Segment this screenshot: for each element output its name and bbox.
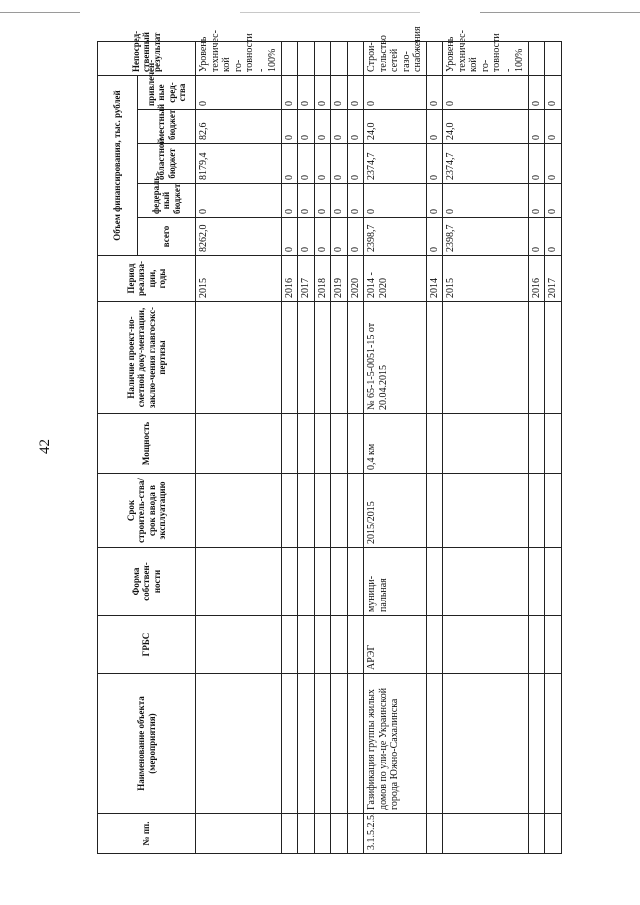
table-cell-name bbox=[426, 674, 443, 814]
table-cell-ownership bbox=[443, 548, 529, 616]
table-cell-federal: 0 bbox=[528, 184, 545, 218]
table-cell-docs bbox=[314, 302, 331, 414]
table-cell-result bbox=[314, 41, 331, 75]
table-cell-capacity bbox=[298, 414, 315, 474]
table-row bbox=[443, 41, 529, 853]
table-cell-capacity bbox=[196, 414, 282, 474]
table-cell-result: Уровень техничес-кой го-товности - 100% bbox=[196, 41, 282, 75]
table-cell-attracted: 0 bbox=[314, 75, 331, 109]
table-cell-result bbox=[298, 41, 315, 75]
table-cell-ownership bbox=[347, 548, 364, 616]
table-cell-attracted: 0 bbox=[281, 75, 298, 109]
table-cell-docs bbox=[196, 302, 282, 414]
header-construction-term: Срок строитель-ства/срок ввода в эксплуатацию bbox=[98, 474, 196, 548]
table-cell-capacity bbox=[331, 414, 348, 474]
table-cell-capacity bbox=[443, 414, 529, 474]
header-period: Период реализа-ции, годы bbox=[98, 256, 196, 302]
header-attracted: привлечен-ные сред-ства bbox=[138, 75, 196, 109]
table-cell-period: 2018 bbox=[314, 256, 331, 302]
table-cell-ownership bbox=[281, 548, 298, 616]
table-cell-local: 0 bbox=[298, 110, 315, 144]
table-cell-total: 8262,0 bbox=[196, 218, 282, 256]
table-cell-period: 2014 bbox=[426, 256, 443, 302]
header-capacity: Мощность bbox=[98, 414, 196, 474]
table-row bbox=[196, 41, 282, 853]
table-cell-term bbox=[331, 474, 348, 548]
table-cell-term bbox=[443, 474, 529, 548]
table-cell-docs bbox=[426, 302, 443, 414]
table-cell-name bbox=[347, 674, 364, 814]
table-cell-grbs bbox=[314, 616, 331, 674]
table-row bbox=[298, 41, 315, 853]
header-name: Наименование объекта (мероприятия) bbox=[98, 674, 196, 814]
table-cell-regional: 0 bbox=[545, 144, 562, 184]
table-cell-grbs bbox=[443, 616, 529, 674]
table-cell-num bbox=[314, 814, 331, 854]
table-cell-local: 24,0 bbox=[443, 110, 529, 144]
table-cell-federal: 0 bbox=[314, 184, 331, 218]
table-cell-attracted: 0 bbox=[331, 75, 348, 109]
table-row bbox=[281, 41, 298, 853]
table-cell-regional: 8179,4 bbox=[196, 144, 282, 184]
table-cell-num: 3.1.5.2.5. bbox=[364, 814, 427, 854]
header-federal: федераль-ный бюджет bbox=[138, 184, 196, 218]
table-cell-regional: 0 bbox=[331, 144, 348, 184]
table-cell-num bbox=[443, 814, 529, 854]
table-cell-ownership bbox=[331, 548, 348, 616]
table-cell-total: 2398,7 bbox=[364, 218, 427, 256]
table-cell-period: 2017 bbox=[545, 256, 562, 302]
table-cell-name bbox=[281, 674, 298, 814]
table-cell-local: 0 bbox=[331, 110, 348, 144]
table-cell-name: Газификация группы жилых домов по ули-це Украинской города Южно-Сахалинска bbox=[364, 674, 427, 814]
table-cell-total: 0 bbox=[331, 218, 348, 256]
scan-top-line-mid bbox=[240, 12, 420, 13]
table-cell-docs: № 65-1-5-0051-15 от 20.04.2015 bbox=[364, 302, 427, 414]
rotated-table-region bbox=[97, 26, 558, 854]
table-cell-result bbox=[545, 41, 562, 75]
table-cell-term bbox=[196, 474, 282, 548]
funding-table bbox=[97, 26, 562, 854]
table-cell-term bbox=[314, 474, 331, 548]
page-number: 42 bbox=[37, 439, 53, 454]
table-cell-result: Строи-тельство сетей газо-снабжения bbox=[364, 41, 427, 75]
table-cell-attracted: 0 bbox=[426, 75, 443, 109]
table-cell-local: 0 bbox=[528, 110, 545, 144]
table-cell-term: 2015/2015 bbox=[364, 474, 427, 548]
table-row bbox=[426, 41, 443, 853]
table-cell-docs bbox=[281, 302, 298, 414]
table-cell-term bbox=[528, 474, 545, 548]
table-cell-period: 2016 bbox=[281, 256, 298, 302]
table-cell-regional: 2374,7 bbox=[443, 144, 529, 184]
table-cell-federal: 0 bbox=[331, 184, 348, 218]
table-cell-total: 2398,7 bbox=[443, 218, 529, 256]
table-cell-result bbox=[347, 41, 364, 75]
table-cell-local: 0 bbox=[314, 110, 331, 144]
table-cell-capacity: 0,4 км bbox=[364, 414, 427, 474]
table-cell-capacity bbox=[281, 414, 298, 474]
table-cell-docs bbox=[443, 302, 529, 414]
table-cell-name bbox=[298, 674, 315, 814]
table-cell-num bbox=[196, 814, 282, 854]
table-cell-local: 0 bbox=[281, 110, 298, 144]
table-row bbox=[331, 41, 348, 853]
table-cell-attracted: 0 bbox=[347, 75, 364, 109]
scan-top-line-right bbox=[480, 12, 640, 13]
table-cell-ownership bbox=[298, 548, 315, 616]
table-row bbox=[314, 41, 331, 853]
table-cell-term bbox=[426, 474, 443, 548]
table-cell-total: 0 bbox=[347, 218, 364, 256]
table-cell-total: 0 bbox=[298, 218, 315, 256]
table-cell-local: 0 bbox=[426, 110, 443, 144]
table-cell-attracted: 0 bbox=[364, 75, 427, 109]
table-cell-docs bbox=[347, 302, 364, 414]
table-cell-grbs bbox=[347, 616, 364, 674]
table-cell-regional: 0 bbox=[281, 144, 298, 184]
table-cell-local: 0 bbox=[347, 110, 364, 144]
table-cell-local: 0 bbox=[545, 110, 562, 144]
header-docs: Наличие проект-но-сметной доку-ментации, заклю-чения главгосэкс-пертизы bbox=[98, 302, 196, 414]
table-row bbox=[545, 41, 562, 853]
table-cell-total: 0 bbox=[528, 218, 545, 256]
table-cell-capacity bbox=[314, 414, 331, 474]
scan-top-line-left bbox=[0, 12, 80, 13]
table-cell-grbs bbox=[298, 616, 315, 674]
table-cell-federal: 0 bbox=[298, 184, 315, 218]
table-cell-docs bbox=[298, 302, 315, 414]
table-cell-term bbox=[281, 474, 298, 548]
table-cell-period: 2014 - 2020 bbox=[364, 256, 427, 302]
table-cell-grbs bbox=[426, 616, 443, 674]
header-grbs: ГРБС bbox=[98, 616, 196, 674]
header-funding-group: Объем финансирования, тыс. рублей bbox=[98, 75, 138, 255]
table-body bbox=[196, 26, 562, 853]
table-cell-result bbox=[331, 41, 348, 75]
table-cell-name bbox=[528, 674, 545, 814]
header-num: № пп. bbox=[98, 814, 196, 854]
table-cell-regional: 0 bbox=[528, 144, 545, 184]
table-cell-name bbox=[196, 674, 282, 814]
table-cell-num bbox=[281, 814, 298, 854]
table-row bbox=[347, 41, 364, 853]
table-row bbox=[364, 41, 427, 853]
table-cell-num bbox=[426, 814, 443, 854]
table-cell-num bbox=[347, 814, 364, 854]
table-cell-federal: 0 bbox=[443, 184, 529, 218]
table-cell-ownership bbox=[528, 548, 545, 616]
table-cell-ownership bbox=[196, 548, 282, 616]
table-cell-grbs bbox=[331, 616, 348, 674]
table-cell-capacity bbox=[347, 414, 364, 474]
table-cell-result: Уровень техничес-кой го-товности - 100% bbox=[443, 41, 529, 75]
table-row bbox=[528, 41, 545, 853]
table-cell-federal: 0 bbox=[364, 184, 427, 218]
table-cell-num bbox=[331, 814, 348, 854]
table-cell-term bbox=[298, 474, 315, 548]
header-ownership: Форма собствен-ности bbox=[98, 548, 196, 616]
header-local: местный бюджет bbox=[138, 110, 196, 144]
table-cell-federal: 0 bbox=[196, 184, 282, 218]
table-cell-grbs bbox=[281, 616, 298, 674]
table-cell-federal: 0 bbox=[281, 184, 298, 218]
table-cell-regional: 0 bbox=[347, 144, 364, 184]
table-cell-grbs: АРЭГ bbox=[364, 616, 427, 674]
table-cell-federal: 0 bbox=[426, 184, 443, 218]
table-cell-term bbox=[545, 474, 562, 548]
table-cell-capacity bbox=[426, 414, 443, 474]
table-cell-docs bbox=[545, 302, 562, 414]
table-cell-docs bbox=[528, 302, 545, 414]
table-cell-attracted: 0 bbox=[545, 75, 562, 109]
table-cell-num bbox=[528, 814, 545, 854]
table-cell-regional: 0 bbox=[298, 144, 315, 184]
table-cell-ownership bbox=[314, 548, 331, 616]
table-cell-ownership: муници-пальная bbox=[364, 548, 427, 616]
table-cell-period: 2015 bbox=[443, 256, 529, 302]
table-cell-local: 82,6 bbox=[196, 110, 282, 144]
table-cell-name bbox=[443, 674, 529, 814]
table-cell-attracted: 0 bbox=[443, 75, 529, 109]
table-cell-grbs bbox=[528, 616, 545, 674]
table-cell-total: 0 bbox=[314, 218, 331, 256]
table-cell-regional: 2374,7 bbox=[364, 144, 427, 184]
table-cell-period: 2017 bbox=[298, 256, 315, 302]
table-cell-attracted: 0 bbox=[528, 75, 545, 109]
table-cell-attracted: 0 bbox=[298, 75, 315, 109]
table-cell-result bbox=[426, 41, 443, 75]
table-cell-local: 24,0 bbox=[364, 110, 427, 144]
table-cell-name bbox=[314, 674, 331, 814]
table-cell-regional: 0 bbox=[314, 144, 331, 184]
table-cell-federal: 0 bbox=[545, 184, 562, 218]
table-cell-term bbox=[347, 474, 364, 548]
table-cell-period: 2015 bbox=[196, 256, 282, 302]
table-cell-num bbox=[298, 814, 315, 854]
table-cell-total: 0 bbox=[545, 218, 562, 256]
header-regional: областной бюджет bbox=[138, 144, 196, 184]
table-cell-num bbox=[545, 814, 562, 854]
table-cell-attracted: 0 bbox=[196, 75, 282, 109]
table-cell-total: 0 bbox=[426, 218, 443, 256]
table-cell-total: 0 bbox=[281, 218, 298, 256]
table-cell-period: 2019 bbox=[331, 256, 348, 302]
table-cell-result bbox=[281, 41, 298, 75]
table-cell-name bbox=[331, 674, 348, 814]
table-cell-grbs bbox=[196, 616, 282, 674]
table-cell-federal: 0 bbox=[347, 184, 364, 218]
table-cell-result bbox=[528, 41, 545, 75]
header-result: Непосред-ственный результат bbox=[98, 41, 196, 75]
table-cell-ownership bbox=[426, 548, 443, 616]
header-total: всего bbox=[138, 218, 196, 256]
table-cell-name bbox=[545, 674, 562, 814]
table-cell-ownership bbox=[545, 548, 562, 616]
table-cell-docs bbox=[331, 302, 348, 414]
table-cell-regional: 0 bbox=[426, 144, 443, 184]
table-cell-period: 2020 bbox=[347, 256, 364, 302]
table-cell-capacity bbox=[528, 414, 545, 474]
table-cell-period: 2016 bbox=[528, 256, 545, 302]
table-cell-grbs bbox=[545, 616, 562, 674]
table-cell-capacity bbox=[545, 414, 562, 474]
